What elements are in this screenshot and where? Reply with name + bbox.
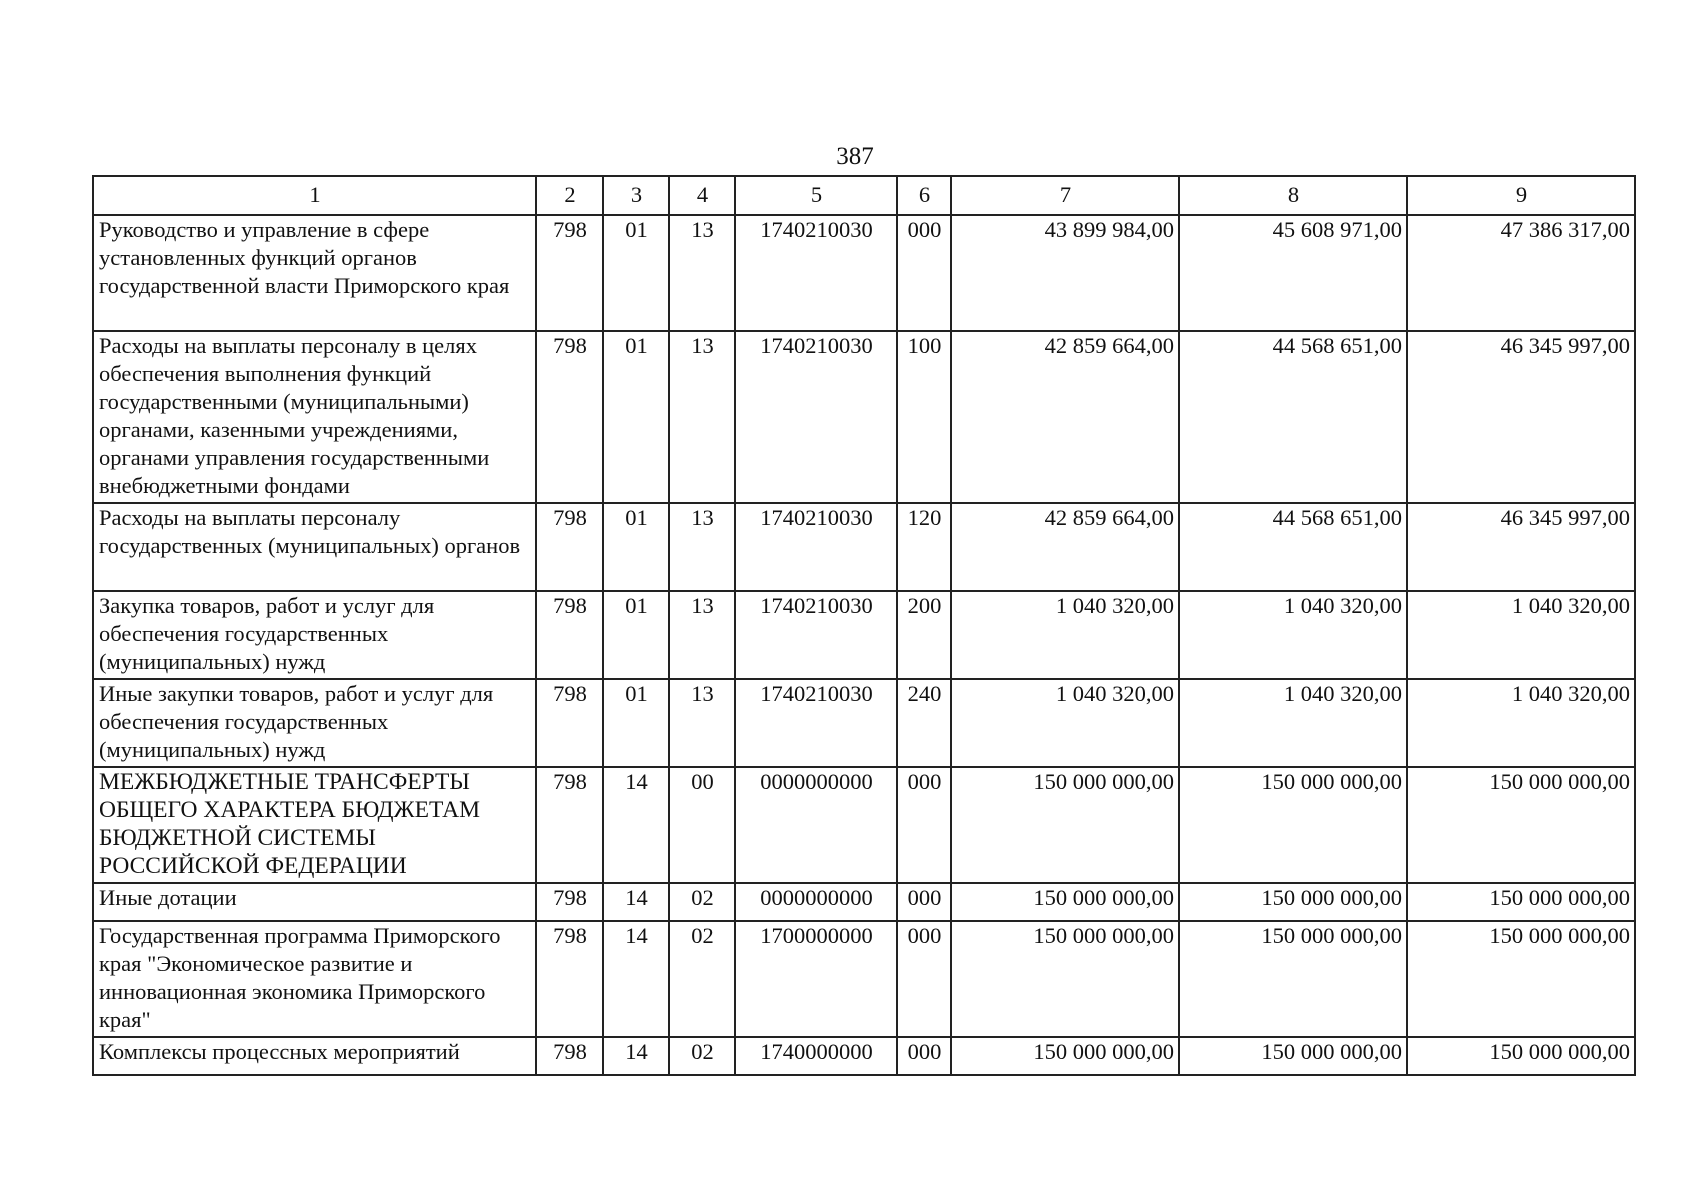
- header-cell-pr: 4: [669, 176, 735, 215]
- header-row: [93, 176, 1635, 215]
- row-amount-2: 1 040 320,00: [1179, 591, 1407, 679]
- row-rz: 14: [603, 883, 669, 921]
- row-vr: 240: [897, 679, 951, 767]
- row-amount-2: 150 000 000,00: [1179, 921, 1407, 1037]
- row-rz: 01: [603, 503, 669, 591]
- row-csr: 1740210030: [735, 331, 897, 503]
- row-amount-2: 150 000 000,00: [1179, 767, 1407, 883]
- header-cell-name: 1: [93, 176, 536, 215]
- row-name: Иные закупки товаров, работ и услуг для обеспечения государственных (муниципальных) нужд: [93, 679, 536, 767]
- row-vr: 000: [897, 767, 951, 883]
- row-amount-1: 150 000 000,00: [951, 921, 1179, 1037]
- row-pr: 02: [669, 1037, 735, 1075]
- row-pr: 13: [669, 215, 735, 331]
- row-vr: 000: [897, 215, 951, 331]
- budget-table: [92, 175, 1636, 1076]
- row-ved: 798: [536, 591, 603, 679]
- table-row: [93, 1037, 1635, 1075]
- row-name: Закупка товаров, работ и услуг для обеспечения государственных (муниципальных) нужд: [93, 591, 536, 679]
- row-amount-3: 150 000 000,00: [1407, 767, 1635, 883]
- row-name: Расходы на выплаты персоналу государственных (муниципальных) органов: [93, 503, 536, 591]
- row-name: Руководство и управление в сфере установленных функций органов государственной власти Приморского края: [93, 215, 536, 331]
- row-amount-3: 47 386 317,00: [1407, 215, 1635, 331]
- row-csr: 1740210030: [735, 591, 897, 679]
- row-ved: 798: [536, 215, 603, 331]
- header-cell-ved: 2: [536, 176, 603, 215]
- row-vr: 120: [897, 503, 951, 591]
- row-pr: 13: [669, 591, 735, 679]
- row-amount-1: 150 000 000,00: [951, 883, 1179, 921]
- page-number: 387: [836, 143, 874, 170]
- table-row: [93, 503, 1635, 591]
- header-cell-rz: 3: [603, 176, 669, 215]
- row-rz: 14: [603, 921, 669, 1037]
- row-vr: 100: [897, 331, 951, 503]
- row-pr: 13: [669, 331, 735, 503]
- row-csr: 1740000000: [735, 1037, 897, 1075]
- table-row: [93, 767, 1635, 883]
- row-csr: 1740210030: [735, 679, 897, 767]
- row-pr: 02: [669, 921, 735, 1037]
- row-rz: 14: [603, 1037, 669, 1075]
- row-vr: 000: [897, 883, 951, 921]
- row-csr: 1740210030: [735, 503, 897, 591]
- row-amount-2: 45 608 971,00: [1179, 215, 1407, 331]
- row-pr: 02: [669, 883, 735, 921]
- row-amount-1: 1 040 320,00: [951, 679, 1179, 767]
- row-amount-2: 150 000 000,00: [1179, 1037, 1407, 1075]
- row-amount-1: 150 000 000,00: [951, 767, 1179, 883]
- row-name: Расходы на выплаты персоналу в целях обеспечения выполнения функций государственными (муниципальными) органами, казенными учреждениями, органами управления государственными внебюджетными фондами: [93, 331, 536, 503]
- row-name: Иные дотации: [93, 883, 536, 921]
- row-rz: 14: [603, 767, 669, 883]
- row-pr: 13: [669, 679, 735, 767]
- row-ved: 798: [536, 331, 603, 503]
- row-amount-2: 1 040 320,00: [1179, 679, 1407, 767]
- row-amount-1: 150 000 000,00: [951, 1037, 1179, 1075]
- row-csr: 1740210030: [735, 215, 897, 331]
- row-rz: 01: [603, 215, 669, 331]
- row-amount-3: 46 345 997,00: [1407, 331, 1635, 503]
- table-row: [93, 921, 1635, 1037]
- row-amount-3: 150 000 000,00: [1407, 921, 1635, 1037]
- row-amount-3: 1 040 320,00: [1407, 591, 1635, 679]
- row-vr: 000: [897, 1037, 951, 1075]
- header-cell-vr: 6: [897, 176, 951, 215]
- row-ved: 798: [536, 503, 603, 591]
- row-amount-3: 46 345 997,00: [1407, 503, 1635, 591]
- row-rz: 01: [603, 331, 669, 503]
- header-cell-amount-3: 9: [1407, 176, 1635, 215]
- table-row: [93, 883, 1635, 921]
- row-ved: 798: [536, 883, 603, 921]
- row-vr: 200: [897, 591, 951, 679]
- row-amount-1: 1 040 320,00: [951, 591, 1179, 679]
- row-rz: 01: [603, 679, 669, 767]
- header-cell-csr: 5: [735, 176, 897, 215]
- table-row: [93, 591, 1635, 679]
- table-row: [93, 679, 1635, 767]
- row-amount-2: 44 568 651,00: [1179, 331, 1407, 503]
- row-ved: 798: [536, 767, 603, 883]
- row-csr: 0000000000: [735, 767, 897, 883]
- row-amount-3: 1 040 320,00: [1407, 679, 1635, 767]
- header-cell-amount-2: 8: [1179, 176, 1407, 215]
- row-amount-1: 42 859 664,00: [951, 331, 1179, 503]
- row-amount-1: 42 859 664,00: [951, 503, 1179, 591]
- row-name: Государственная программа Приморского края "Экономическое развитие и инновационная экономика Приморского края": [93, 921, 536, 1037]
- row-pr: 13: [669, 503, 735, 591]
- row-vr: 000: [897, 921, 951, 1037]
- row-name: МЕЖБЮДЖЕТНЫЕ ТРАНСФЕРТЫ ОБЩЕГО ХАРАКТЕРА БЮДЖЕТАМ БЮДЖЕТНОЙ СИСТЕМЫ РОССИЙСКОЙ ФЕДЕРАЦИИ: [93, 767, 536, 883]
- header-cell-amount-1: 7: [951, 176, 1179, 215]
- row-csr: 1700000000: [735, 921, 897, 1037]
- row-amount-3: 150 000 000,00: [1407, 883, 1635, 921]
- row-amount-2: 44 568 651,00: [1179, 503, 1407, 591]
- table-row: [93, 215, 1635, 331]
- row-csr: 0000000000: [735, 883, 897, 921]
- row-amount-1: 43 899 984,00: [951, 215, 1179, 331]
- row-ved: 798: [536, 921, 603, 1037]
- row-ved: 798: [536, 1037, 603, 1075]
- table-row: [93, 331, 1635, 503]
- row-pr: 00: [669, 767, 735, 883]
- row-rz: 01: [603, 591, 669, 679]
- row-name: Комплексы процессных мероприятий: [93, 1037, 536, 1075]
- row-amount-2: 150 000 000,00: [1179, 883, 1407, 921]
- row-ved: 798: [536, 679, 603, 767]
- row-amount-3: 150 000 000,00: [1407, 1037, 1635, 1075]
